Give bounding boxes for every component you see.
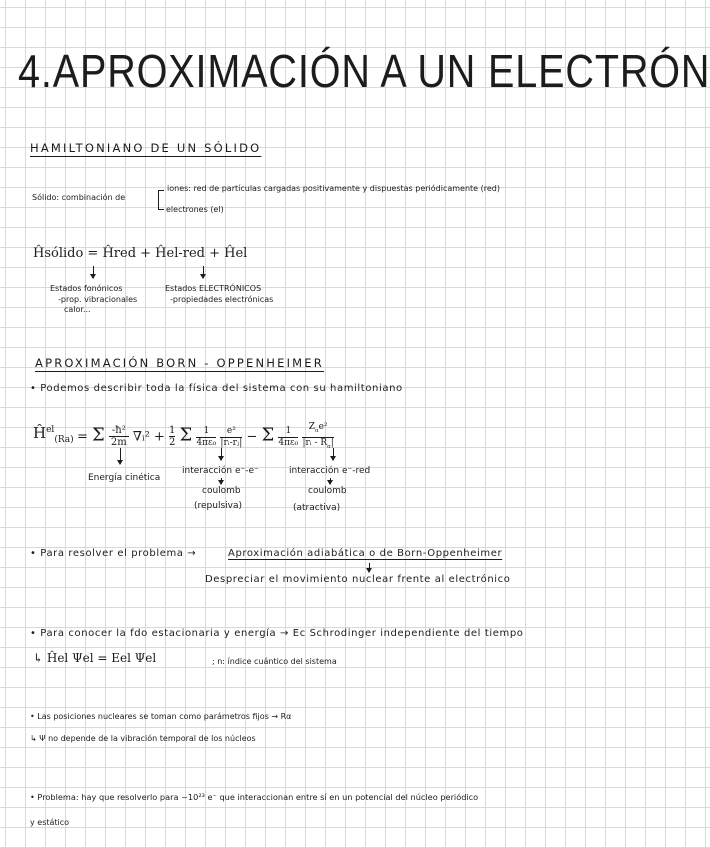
branch-bracket-top: [158, 190, 164, 191]
bullet2: • Para conocer la fdo estacionaria y energía → Ec Schrodinger independiente del tiempo: [30, 628, 524, 639]
term3-label3: (atractiva): [293, 503, 341, 513]
bullet1-c: Despreciar el movimiento nuclear frente al electrónico: [205, 574, 511, 585]
bullet1-a: • Para resolver el problema →: [30, 548, 197, 559]
branch-bracket-bottom: [158, 209, 164, 210]
bullet4: • Problema: hay que resolverlo para ~10²³ e⁻ que interaccionan entre sí en un potencial del núcleo periódico: [30, 792, 479, 802]
arrow-term3-b: [330, 478, 331, 484]
arrow-bullet1: [369, 563, 370, 572]
term1-label: Energía cinética: [88, 473, 161, 483]
page-title: 4.APROXIMACIÓN A UN ELECTRÓN: [18, 45, 710, 97]
bullet2-note: ; n: índice cuántico del sistema: [212, 657, 337, 666]
eq-lhs-symbol: Ĥ: [33, 424, 47, 442]
branch-electrons: electrones (el): [166, 205, 224, 214]
arrow-to-electronic: [203, 266, 204, 278]
arrow-term3: [333, 448, 334, 460]
electronic-sub: -propiedades electrónicas: [170, 295, 274, 304]
phonon-sub2: calor...: [64, 305, 91, 314]
bullet4-cont: y estático: [30, 818, 70, 827]
term2-label2: coulomb: [202, 486, 241, 496]
bullet2-eq: ↳ Ĥel Ψel = Eel Ψel: [33, 651, 157, 665]
term3-label1: interacción e⁻-red: [289, 466, 371, 476]
bullet1-b: Aproximación adiabática o de Born-Oppenheimer: [228, 548, 503, 559]
arrow-term1: [120, 448, 121, 464]
intro-text: • Podemos describir toda la física del sistema con su hamiltoniano: [30, 383, 403, 394]
equation-body: = Σ -ħ² 2m ∇ᵢ² + 1 2 Σ 1 4πε₀ e² |rᵢ-rⱼ| − Σ 1 4πε₀ $Z_\alpha e^2$ |rᵢ - $R_\alpha|$: [77, 422, 334, 450]
term3-label2: coulomb: [308, 486, 347, 496]
eq-lhs: [33, 424, 74, 445]
arrow-term2-b: [221, 478, 222, 484]
arrow-term2: [221, 448, 222, 460]
term2-label3: (repulsiva): [194, 501, 243, 511]
bullet3: • Las posiciones nucleares se toman como parámetros fijos → Rα: [30, 712, 292, 721]
section-heading-born-oppenheimer: APROXIMACIÓN BORN - OPPENHEIMER: [35, 356, 324, 370]
section-heading-hamiltonian: HAMILTONIANO DE UN SÓLIDO: [30, 141, 262, 155]
electronic-states: Estados ELECTRÓNICOS: [165, 284, 262, 293]
phonon-sub1: -prop. vibracionales: [58, 295, 138, 304]
branch-ions: iones: red de partículas cargadas positivamente y dispuestas periódicamente (red): [167, 184, 500, 193]
eq-lhs-sup: el: [46, 425, 55, 435]
bullet3-sub: ↳ Ψ no depende de la vibración temporal de los núcleos: [30, 734, 256, 743]
arrow-to-phonon: [93, 266, 94, 278]
solid-hamiltonian: Ĥsólido = Ĥred + Ĥel-red + Ĥel: [33, 246, 248, 261]
phonon-states: Estados fonónicos: [50, 284, 123, 293]
eq-lhs-sub: (Ra): [54, 435, 74, 445]
branch-bracket: [158, 190, 159, 209]
solid-label: Sólido: combinación de: [32, 193, 126, 202]
term2-label1: interacción e⁻-e⁻: [182, 466, 259, 476]
